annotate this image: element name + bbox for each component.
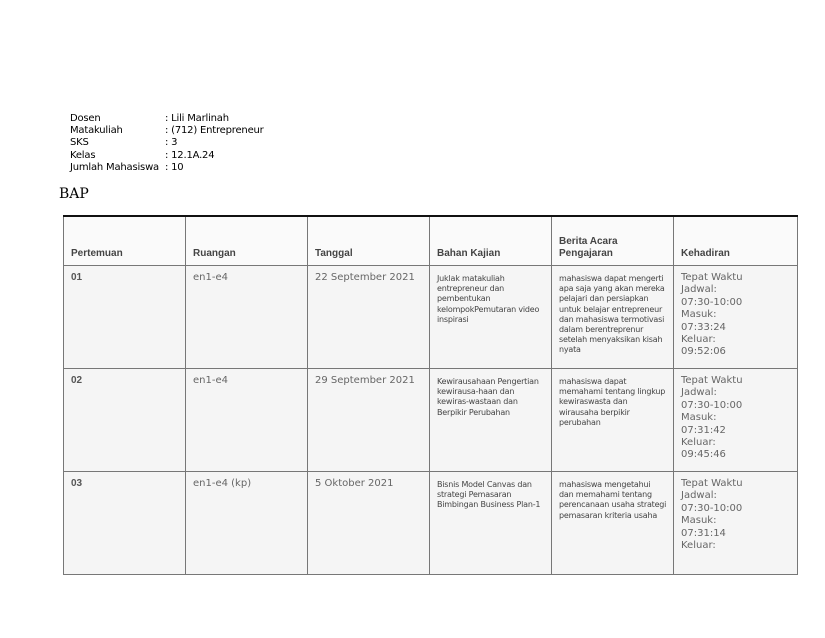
attendance-in-time: 07:31:14 <box>681 527 726 539</box>
cell-kehadiran <box>674 369 798 472</box>
info-row-dosen <box>70 113 264 125</box>
info-row-kelas <box>70 150 264 162</box>
attendance-schedule: 07:30-10:00 <box>681 296 743 308</box>
attendance-schedule: 07:30-10:00 <box>681 502 743 514</box>
column-header-ruangan: Ruangan <box>186 216 308 266</box>
cell-tanggal: 22 September 2021 <box>308 266 430 369</box>
info-value: : 3 <box>165 137 178 149</box>
cell-ruangan: en1-e4 (kp) <box>186 472 308 575</box>
table-row <box>64 266 798 369</box>
cell-berita-acara: mahasiswa mengetahui dan memahami tentang perencanaan usaha strategi pemasaran kriteria usaha <box>552 472 674 575</box>
info-row-jumlah-mahasiswa <box>70 162 264 174</box>
attendance-schedule-label: Jadwal: <box>681 284 717 296</box>
attendance-in-time: 07:31:42 <box>681 424 726 436</box>
attendance-schedule: 07:30-10:00 <box>681 399 743 411</box>
cell-tanggal: 29 September 2021 <box>308 369 430 472</box>
info-label: Matakuliah <box>70 125 123 137</box>
bap-table <box>63 215 798 575</box>
attendance-out-label: Keluar: <box>681 334 716 346</box>
info-value: : 10 <box>165 161 184 173</box>
attendance-out-time: 09:52:06 <box>681 346 726 358</box>
attendance-in-time: 07:33:24 <box>681 321 726 333</box>
attendance-out-label: Keluar: <box>681 437 716 449</box>
attendance-schedule-label: Jadwal: <box>681 387 717 399</box>
table-row <box>64 472 798 575</box>
attendance-in-label: Masuk: <box>681 309 717 321</box>
table-row <box>64 369 798 472</box>
attendance-status: Tepat Waktu <box>681 375 743 386</box>
info-row-sks <box>70 137 264 149</box>
cell-pertemuan: 02 <box>64 369 186 472</box>
cell-berita-acara: mahasiswa dapat memahami tentang lingkup kewiraswasta dan wirausaha berpikir perubahan <box>552 369 674 472</box>
course-info <box>70 113 264 174</box>
info-label: Kelas <box>70 149 96 161</box>
column-header-berita-acara: Berita Acara Pengajaran <box>552 216 674 266</box>
cell-ruangan: en1-e4 <box>186 266 308 369</box>
column-header-pertemuan: Pertemuan <box>64 216 186 266</box>
column-header-kehadiran: Kehadiran <box>674 216 798 266</box>
attendance-status: Tepat Waktu <box>681 478 743 489</box>
attendance-status: Tepat Waktu <box>681 272 743 283</box>
cell-bahan-kajian: Bisnis Model Canvas dan strategi Pemasaran Bimbingan Business Plan-1 <box>430 472 552 575</box>
attendance-out-label: Keluar: <box>681 540 716 552</box>
section-title: BAP <box>59 186 89 202</box>
cell-berita-acara: mahasiswa dapat mengerti apa saja yang akan mereka pelajari dan persiapkan untuk belajar entrepreneur dan mahasiswa termotivasi dalam berentreprenur setelah menyaksikan kisah nyata <box>552 266 674 369</box>
info-row-matakuliah <box>70 125 264 137</box>
attendance-in-label: Masuk: <box>681 515 717 527</box>
column-header-tanggal: Tanggal <box>308 216 430 266</box>
cell-tanggal: 5 Oktober 2021 <box>308 472 430 575</box>
attendance-out-time: 09:45:46 <box>681 449 726 461</box>
cell-pertemuan: 01 <box>64 266 186 369</box>
column-header-bahan-kajian: Bahan Kajian <box>430 216 552 266</box>
cell-ruangan: en1-e4 <box>186 369 308 472</box>
info-label: Dosen <box>70 113 101 124</box>
cell-kehadiran <box>674 472 798 575</box>
info-value: : Lili Marlinah <box>165 113 229 124</box>
info-value: : 12.1A.24 <box>165 149 215 161</box>
table-header-row <box>64 216 798 266</box>
attendance-in-label: Masuk: <box>681 412 717 424</box>
cell-bahan-kajian: Kewirausahaan Pengertian kewirausa-haan dan kewiras-wastaan dan Berpikir Perubahan <box>430 369 552 472</box>
attendance-schedule-label: Jadwal: <box>681 490 717 502</box>
info-label: SKS <box>70 137 89 149</box>
info-value: : (712) Entrepreneur <box>165 125 264 137</box>
info-label: Jumlah Mahasiswa <box>70 161 159 173</box>
cell-pertemuan: 03 <box>64 472 186 575</box>
cell-kehadiran <box>674 266 798 369</box>
cell-bahan-kajian: Juklak matakuliah entrepreneur dan pembentukan kelompokPemutaran video inspirasi <box>430 266 552 369</box>
